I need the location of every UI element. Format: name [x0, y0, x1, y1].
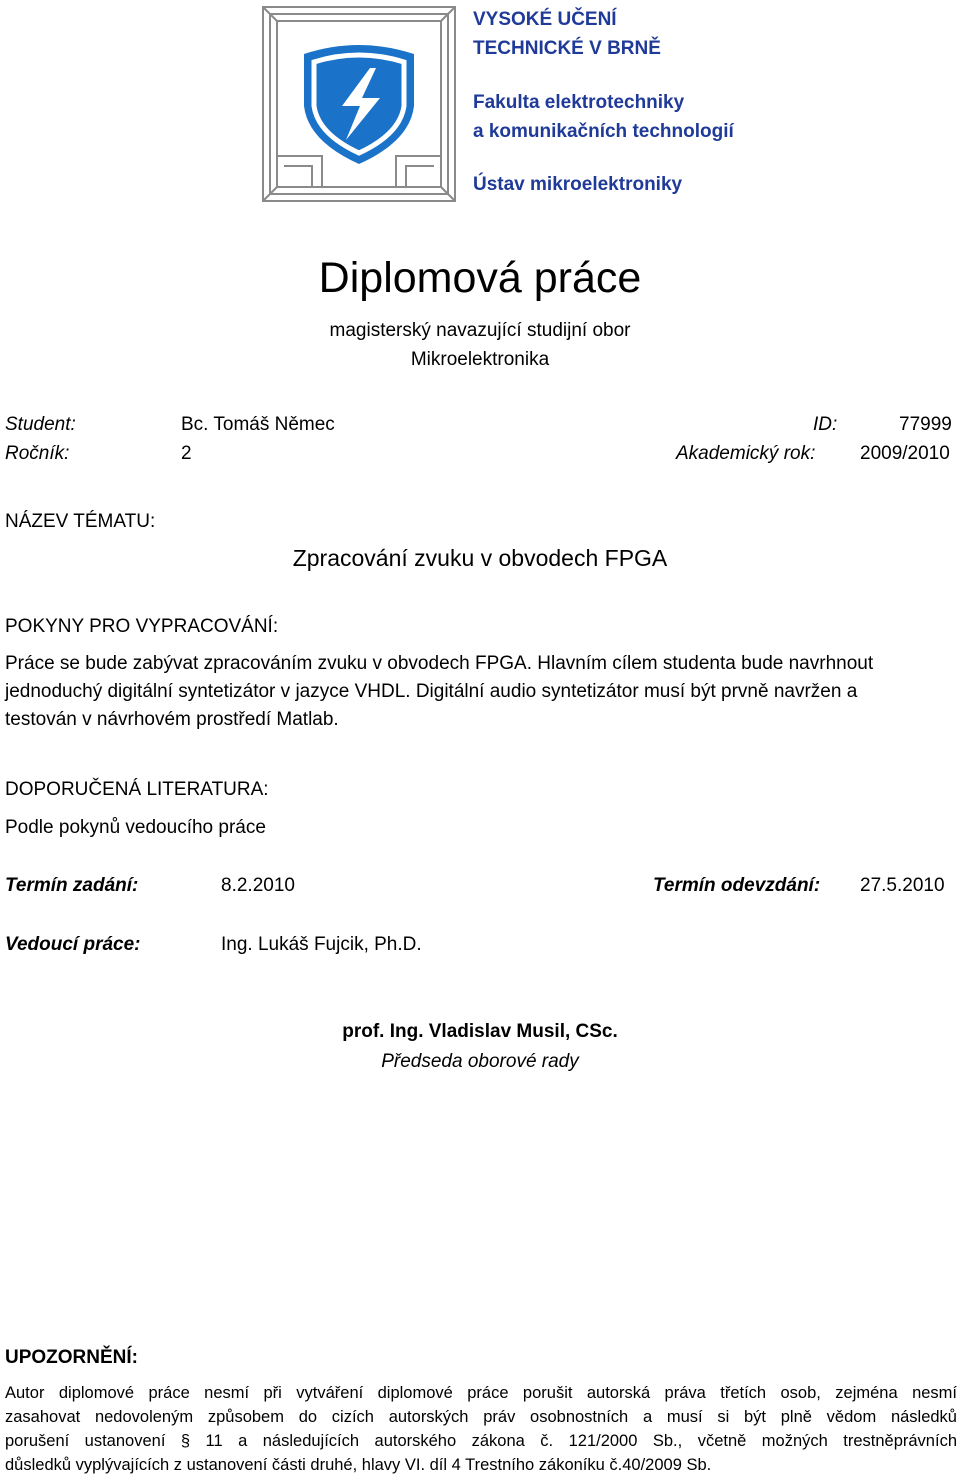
academic-year-label: Akademický rok:	[676, 443, 816, 464]
faculty-name-line2: a komunikačních technologií	[473, 121, 734, 142]
notice-line: Autor diplomové práce nesmí při vytváření diplomové práce porušit autorská práva třetích osob, zejména nesmí	[5, 1384, 957, 1402]
topic-title: Zpracování zvuku v obvodech FPGA	[292, 545, 668, 571]
assigned-date-value: 8.2.2010	[221, 875, 295, 896]
id-value: 77999	[899, 414, 952, 435]
notice-heading: UPOZORNĚNÍ:	[5, 1347, 138, 1368]
supervisor-value: Ing. Lukáš Fujcik, Ph.D.	[221, 934, 422, 955]
notice-text	[5, 1381, 957, 1477]
chair-name: prof. Ing. Vladislav Musil, CSc.	[342, 1021, 618, 1042]
assigned-date-label: Termín zadání:	[5, 875, 139, 896]
notice-line: zasahovat nedovoleným způsobem do cizích autorských práv osobnostních a musí si být plně vědom následků	[5, 1408, 957, 1426]
university-shield-lightning-icon	[262, 6, 456, 202]
university-name-line1: VYSOKÉ UČENÍ	[473, 9, 617, 30]
literature-heading: DOPORUČENÁ LITERATURA:	[5, 779, 269, 800]
student-label: Student:	[5, 414, 76, 435]
study-program: magisterský navazující studijní obor	[329, 320, 631, 341]
study-field: Mikroelektronika	[410, 349, 550, 370]
notice-line: porušení ustanovení § 11 a následujících autorského zákona č. 121/2000 Sb., včetně možných trestněprávních	[5, 1432, 957, 1450]
student-value: Bc. Tomáš Němec	[181, 414, 335, 435]
instructions-text	[5, 650, 955, 734]
notice-line: důsledků vyplývajících z ustanovení části druhé, hlavy VI. díl 4 Trestního zákoníku č.40/2009 Sb.	[5, 1456, 712, 1474]
year-label: Ročník:	[5, 443, 70, 464]
literature-text: Podle pokynů vedoucího práce	[5, 817, 266, 838]
due-date-label: Termín odevzdání:	[653, 875, 821, 896]
page-title: Diplomová práce	[318, 254, 642, 302]
supervisor-label: Vedoucí práce:	[5, 934, 141, 955]
instructions-line: testován v návrhovém prostředí Matlab.	[5, 709, 339, 730]
chair-role: Předseda oborové rady	[381, 1051, 579, 1072]
id-label: ID:	[813, 414, 838, 435]
instructions-line: jednoduchý digitální syntetizátor v jazyce VHDL. Digitální audio syntetizátor musí být prvně navržen a	[5, 681, 858, 702]
institute-name: Ústav mikroelektroniky	[473, 174, 683, 195]
instructions-heading: POKYNY PRO VYPRACOVÁNÍ:	[5, 616, 279, 637]
academic-year-value: 2009/2010	[860, 443, 950, 464]
faculty-name-line1: Fakulta elektrotechniky	[473, 92, 685, 113]
instructions-line: Práce se bude zabývat zpracováním zvuku v obvodech FPGA. Hlavním cílem studenta bude navrhnout	[5, 653, 874, 674]
due-date-value: 27.5.2010	[860, 875, 945, 896]
university-name-line2: TECHNICKÉ V BRNĚ	[473, 38, 661, 59]
year-value: 2	[181, 443, 192, 464]
topic-heading: NÁZEV TÉMATU:	[5, 511, 156, 532]
